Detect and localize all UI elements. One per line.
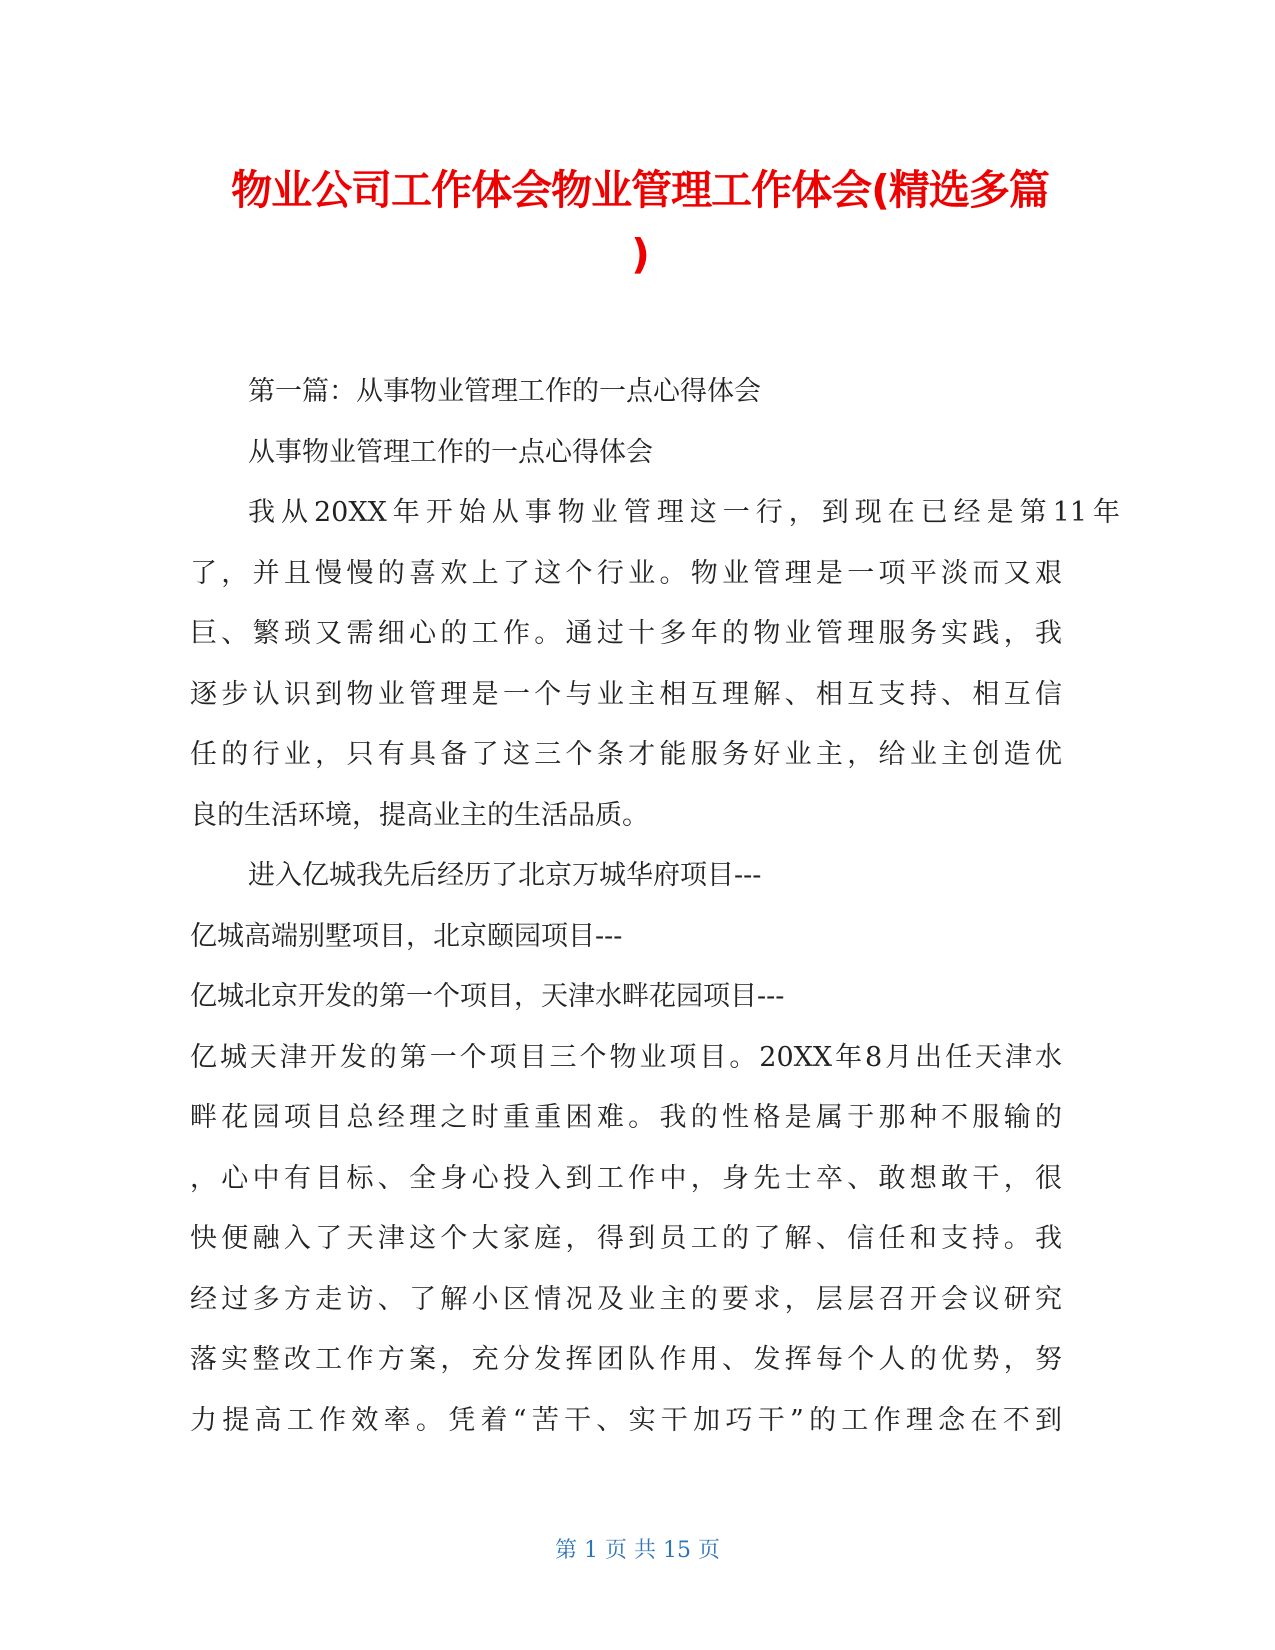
paragraph-line: 亿城北京开发的第一个项目，天津水畔花园项目--- (190, 981, 785, 1012)
section-heading: 第一篇：从事物业管理工作的一点心得体会 (248, 376, 761, 407)
title-line-1: 物业公司工作体会物业管理工作体会(精选多篇 (231, 166, 1049, 214)
paragraph-line: 快便融入了天津这个大家庭，得到员工的了解、信任和支持。我 (190, 1223, 1062, 1254)
document-title (180, 158, 1100, 286)
title-line-2: ) (631, 230, 649, 278)
paragraph-line: 了，并且慢慢的喜欢上了这个行业。物业管理是一项平淡而又艰 (190, 557, 1062, 589)
paragraph-line: 经过多方走访、了解小区情况及业主的要求，层层召开会议研究 (190, 1283, 1062, 1315)
paragraph-line: 落实整改工作方案，充分发挥团队作用、发挥每个人的优势，努 (190, 1344, 1062, 1375)
paragraph-line: 任的行业，只有具备了这三个条才能服务好业主，给业主创造优 (190, 739, 1062, 770)
subheading: 从事物业管理工作的一点心得体会 (248, 436, 653, 468)
paragraph-line: 亿城高端别墅项目，北京颐园项目--- (190, 920, 623, 952)
paragraph-line: 良的生活环境，提高业主的生活品质。 (190, 799, 649, 831)
paragraph-line: 力提高工作效率。凭着“苦干、实干加巧干”的工作理念在不到 (190, 1404, 1062, 1436)
paragraph-line: 亿城天津开发的第一个项目三个物业项目。20XX年8月出任天津水 (190, 1041, 1062, 1073)
paragraph-line: 进入亿城我先后经历了北京万城华府项目--- (248, 860, 762, 891)
paragraph-line: 我从20XX年开始从事物业管理这一行，到现在已经是第11年 (248, 497, 1120, 528)
paragraph-line: 巨、繁琐又需细心的工作。通过十多年的物业管理服务实践，我 (190, 618, 1062, 649)
paragraph-line: 逐步认识到物业管理是一个与业主相互理解、相互支持、相互信 (190, 678, 1062, 710)
document-body (190, 362, 1120, 1451)
paragraph-line: ，心中有目标、全身心投入到工作中，身先士卒、敢想敢干，很 (190, 1162, 1062, 1194)
paragraph-line: 畔花园项目总经理之时重重困难。我的性格是属于那种不服输的 (190, 1102, 1062, 1133)
page-footer: 第 1 页 共 15 页 (555, 1538, 720, 1563)
